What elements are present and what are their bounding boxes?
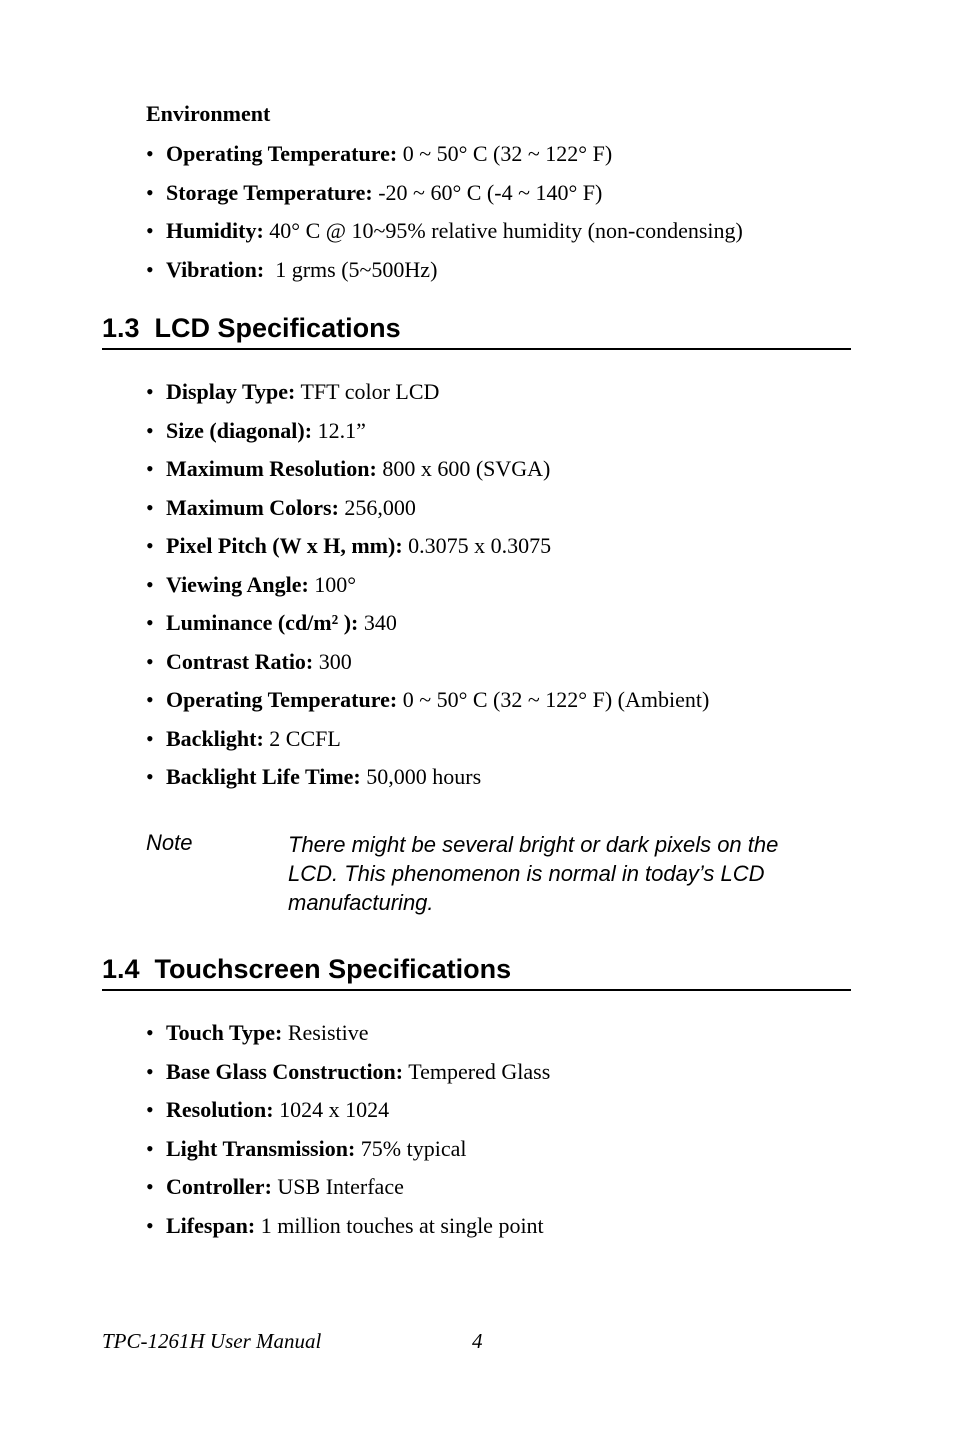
item-value: 340: [358, 610, 397, 635]
list-item: • Base Glass Construction: Tempered Glass: [146, 1058, 551, 1084]
item-label: Controller:: [166, 1174, 272, 1199]
item-value: 1 million touches at single point: [255, 1212, 544, 1238]
list-item: • Humidity: 40° C @ 10~95% relative humidity (non-condensing): [146, 218, 743, 243]
list-item: • Maximum Resolution: 800 x 600 (SVGA): [146, 456, 551, 481]
item-value: 300: [313, 648, 352, 674]
touchscreen-spec-list: [146, 1020, 550, 1251]
list-item: • Contrast Ratio: 300: [146, 648, 352, 674]
list-item: • Vibration: 1 grms (5~500Hz): [146, 256, 438, 282]
item-value: -20 ~ 60° C (-4 ~ 140° F): [372, 179, 603, 205]
item-value: 1 grms (5~500Hz): [264, 256, 438, 282]
touchscreen-section-heading: 1.4 Touchscreen Specifications: [102, 953, 851, 991]
footer-page-number: 4: [472, 1329, 483, 1353]
item-value: Tempered Glass: [403, 1058, 551, 1084]
item-label: Maximum Colors:: [166, 494, 339, 520]
item-label: Touch Type:: [166, 1020, 283, 1045]
item-value: 2 CCFL: [263, 725, 341, 751]
list-item: • Viewing Angle: 100°: [146, 571, 357, 597]
lcd-spec-list: [146, 379, 709, 803]
item-value: USB Interface: [271, 1174, 404, 1199]
item-value: 75% typical: [355, 1135, 467, 1161]
item-label: Display Type:: [166, 379, 296, 404]
list-item: • Resolution: 1024 x 1024: [146, 1097, 390, 1122]
list-item: • Storage Temperature: -20 ~ 60° C (-4 ~ 140° F): [146, 179, 603, 205]
item-label: Resolution:: [166, 1097, 274, 1122]
item-label: Storage Temperature:: [166, 179, 373, 205]
item-label: Operating Temperature:: [166, 141, 398, 166]
item-label: Light Transmission:: [166, 1135, 356, 1161]
item-value: 0.3075 x 0.3075: [402, 533, 552, 558]
item-label: Base Glass Construction:: [166, 1058, 404, 1084]
item-value: 1024 x 1024: [273, 1097, 390, 1122]
item-value: 40° C @ 10~95% relative humidity (non-condensing): [263, 218, 743, 243]
list-item: • Light Transmission: 75% typical: [146, 1135, 467, 1161]
list-item: • Operating Temperature: 0 ~ 50° C (32 ~ 122° F) (Ambient): [146, 687, 710, 712]
item-label: Size (diagonal):: [166, 417, 313, 443]
environment-list: [146, 141, 743, 295]
environment-heading: Environment: [146, 101, 271, 126]
item-value: 256,000: [338, 494, 416, 520]
item-label: Vibration:: [166, 256, 265, 282]
item-value: 800 x 600 (SVGA): [376, 456, 551, 481]
note-text: There might be several bright or dark pixels on the LCD. This phenomenon is normal in today’s LCD manufacturing.: [288, 832, 779, 915]
item-label: Luminance (cd/m² ):: [166, 610, 359, 635]
item-value: TFT color LCD: [295, 379, 440, 404]
item-label: Backlight:: [166, 725, 264, 751]
item-label: Lifespan:: [166, 1212, 256, 1238]
item-value: 0 ~ 50° C (32 ~ 122° F): [397, 141, 613, 166]
note-label: Note: [146, 830, 193, 855]
item-value: 50,000 hours: [360, 764, 482, 789]
item-label: Viewing Angle:: [166, 571, 309, 597]
list-item: • Lifespan: 1 million touches at single point: [146, 1212, 544, 1238]
list-item: • Operating Temperature: 0 ~ 50° C (32 ~ 122° F): [146, 141, 613, 166]
item-label: Contrast Ratio:: [166, 648, 314, 674]
item-value: 12.1”: [312, 417, 366, 443]
list-item: • Pixel Pitch (W x H, mm): 0.3075 x 0.3075: [146, 533, 552, 558]
item-value: 100°: [308, 571, 357, 597]
list-item: • Luminance (cd/m² ): 340: [146, 610, 397, 635]
item-value: 0 ~ 50° C (32 ~ 122° F) (Ambient): [397, 687, 710, 712]
list-item: • Maximum Colors: 256,000: [146, 494, 416, 520]
item-label: Operating Temperature:: [166, 687, 398, 712]
list-item: • Backlight Life Time: 50,000 hours: [146, 764, 482, 789]
item-label: Humidity:: [166, 218, 264, 243]
list-item: • Touch Type: Resistive: [146, 1020, 369, 1045]
list-item: • Backlight: 2 CCFL: [146, 725, 341, 751]
list-item: • Display Type: TFT color LCD: [146, 379, 440, 404]
footer-manual-title: TPC-1261H User Manual: [102, 1329, 322, 1353]
lcd-section-heading: 1.3 LCD Specifications: [102, 312, 851, 350]
item-value: Resistive: [282, 1020, 369, 1045]
item-label: Maximum Resolution:: [166, 456, 377, 481]
item-label: Backlight Life Time:: [166, 764, 361, 789]
item-label: Pixel Pitch (W x H, mm):: [166, 533, 403, 558]
list-item: • Size (diagonal): 12.1”: [146, 417, 366, 443]
list-item: • Controller: USB Interface: [146, 1174, 404, 1199]
